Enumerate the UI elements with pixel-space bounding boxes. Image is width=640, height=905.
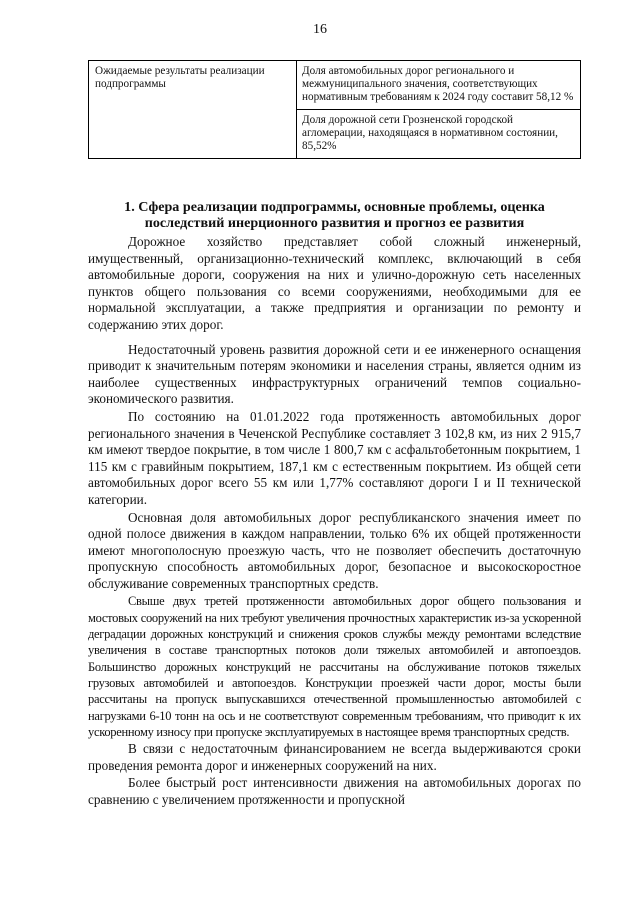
section-heading: 1. Сфера реализации подпрограммы, основные проблемы, оценка последствий инерционного развития и прогноз ее развития bbox=[124, 199, 545, 231]
page-number: 16 bbox=[313, 22, 327, 37]
section-body bbox=[88, 234, 581, 809]
table-result-cell bbox=[297, 110, 581, 159]
table-row bbox=[89, 61, 581, 110]
paragraph: Недостаточный уровень развития дорожной сети и ее инженерного оснащения приводит к значительным потерям экономики и населения страны, является одним из наиболее существенных инфраструктурных ограничений темпов социально-экономического развития. bbox=[88, 341, 581, 407]
paragraph: Свыше двух третей протяженности автомобильных дорог общего пользования и мостовых сооружений на них требуют увеличения прочностных характеристик из-за ускоренной деградации дорожных конструкций и снижения сроков службы между ремонтами вследствие увеличения в составе транспортных потоков доли тяжелых автомобилей и автопоездов. Большинство дорожных конструкций не рассчитаны на обслуживание потоков тяжелых грузовых автомобилей и автопоездов. Конструкции проезжей части дорог, мосты были рассчитаны на пропуск выпускавшихся отечественной промышленностью автомобилей с нагрузками 6-10 тонн на ось и не соответствуют современным требованиям, что приводит к их ускоренному износу при пропуске эксплуатируемых в настоящее время транспортных средств. bbox=[88, 594, 581, 739]
paragraph: Более быстрый рост интенсивности движения на автомобильных дорогах по сравнению с увеличением протяженности и пропускной bbox=[88, 775, 581, 807]
expected-results-table bbox=[88, 60, 581, 159]
paragraph: В связи с недостаточным финансированием не всегда выдерживаются сроки проведения ремонта дорог и инженерных сооружений на них. bbox=[88, 741, 581, 773]
table-label-cell: Ожидаемые результаты реализации подпрограммы bbox=[89, 61, 297, 159]
paragraph: Дорожное хозяйство представляет собой сложный инженерный, имущественный, организационно-технический комплекс, включающий в себя автомобильные дороги, сооружения на них и улично-дорожную сеть населенных пунктов общего пользования со всеми сооружениями, необходимыми для ее нормальной эксплуатации, а также предприятия и организации по ремонту и содержанию этих дорог. bbox=[88, 234, 581, 332]
paragraph: По состоянию на 01.01.2022 года протяженность автомобильных дорог регионального значения в Чеченской Республике составляет 3 102,8 км, из них 2 915,7 км имеют твердое покрытие, в том числе 1 800,7 км с асфальтобетонным покрытием, 1 115 км с гравийным покрытием, 187,1 км с естественным покрытием. Из общей сети автомобильных дорог всего 55 км или 1,77% составляют дороги I и II технической категории. bbox=[88, 408, 581, 507]
result-item: Доля дорожной сети Грозненской городской агломерации, находящаяся в нормативном состоянии, 85,52% bbox=[302, 114, 558, 152]
result-item: Доля автомобильных дорог регионального и межмуниципального значения, соответствующих нормативным требованиям к 2024 году составит 58,12 % bbox=[302, 65, 574, 103]
paragraph: Основная доля автомобильных дорог республиканского значения имеет по одной полосе движения в каждом направлении, только 6% их общей протяженности имеют многополосную проезжую часть, что не позволяет обеспечить достаточную пропускную способность автомобильных дорог, безопасное и высокоскоростное обслуживание современных транспортных средств. bbox=[88, 509, 581, 591]
table-result-cell bbox=[297, 61, 581, 110]
